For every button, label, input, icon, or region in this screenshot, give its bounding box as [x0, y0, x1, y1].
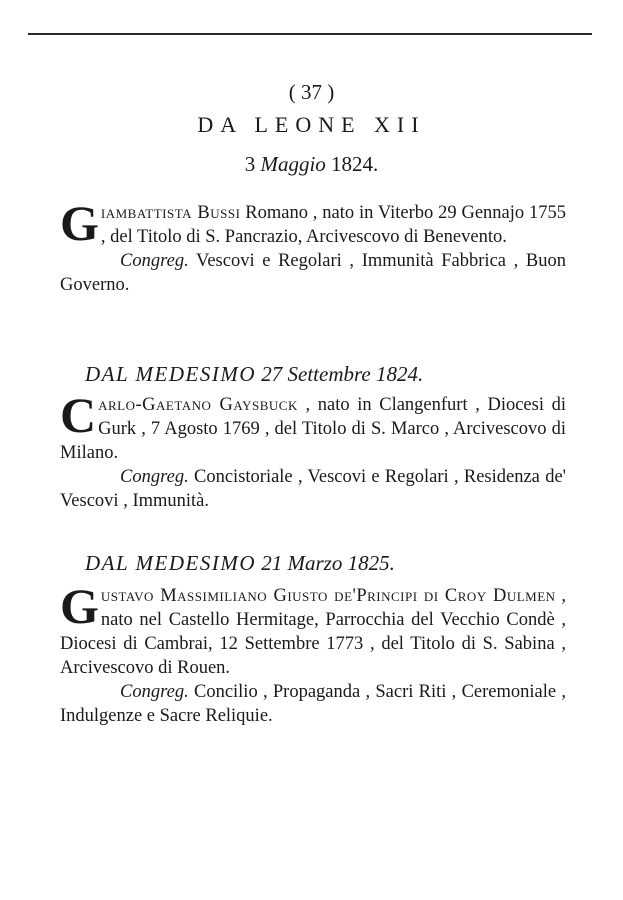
date-year: 1824.: [331, 152, 379, 176]
congreg-text: Concilio , Propaganda , Sacri Riti , Ceremoniale , Indulgenze e Sacre Reliquie.: [60, 682, 566, 726]
subhead-21-marzo: [85, 551, 525, 576]
drop-cap: G: [60, 195, 99, 251]
page-title: DA LEONE XII: [197, 112, 426, 137]
date-month: Maggio: [260, 152, 326, 176]
cardinal-name: ustavo Massimiliano Giusto de'Principi di Croy Dulmen: [100, 586, 556, 606]
congregations: [60, 465, 566, 513]
congreg-text: Concistoriale , Vescovi e Regolari , Residenza de' Vescovi , Immunità.: [60, 467, 566, 511]
entry-text: Romano , nato in Viterbo 29 Gennajo 1755 , del Titolo di S. Pancrazio, Arcivescovo di Benevento.: [100, 203, 567, 247]
congreg-text: Vescovi e Regolari , Immunità Fabbrica , Buon Governo.: [60, 251, 566, 295]
subhead-date: 27 Settembre 1824.: [261, 362, 424, 386]
entry-body: [60, 195, 567, 251]
cardinal-name: arlo-Gaetano Gaysbuck: [98, 395, 298, 415]
subhead-caps: DAL MEDESIMO: [85, 362, 257, 386]
drop-cap: G: [60, 578, 99, 634]
entry-text: , nato nel Castello Hermitage, Parrocchia del Vecchio Condè , Diocesi di Cambrai, 12 Settembre 1773 , del Titolo di S. Sabina , Arcivescovo di Rouen.: [60, 586, 567, 678]
entry-body: [60, 578, 567, 680]
page-number: ( 37 ): [288, 80, 335, 104]
subhead-caps: DAL MEDESIMO: [85, 551, 257, 575]
top-rule: [28, 33, 592, 35]
page-date: [0, 152, 623, 177]
entry-text: , nato in Clangenfurt , Diocesi di Gurk , 7 Agosto 1769 , del Titolo di S. Marco , Arcivescovo di Milano.: [60, 395, 567, 463]
entry-body: [60, 387, 567, 465]
congreg-label: Congreg.: [120, 467, 189, 487]
subhead-27-settembre: [85, 362, 525, 387]
entry-bussi: [60, 195, 567, 297]
congreg-label: Congreg.: [120, 251, 189, 271]
cardinal-name: iambattista Bussi: [100, 203, 241, 223]
congregations: [60, 249, 566, 297]
entry-croy-dulmen: [60, 578, 567, 728]
entry-gaysbuck: [60, 387, 567, 513]
congreg-label: Congreg.: [120, 682, 189, 702]
congregations: [60, 680, 566, 728]
drop-cap: C: [60, 387, 97, 443]
date-day: 3: [244, 152, 256, 176]
subhead-date: 21 Marzo 1825.: [261, 551, 395, 575]
